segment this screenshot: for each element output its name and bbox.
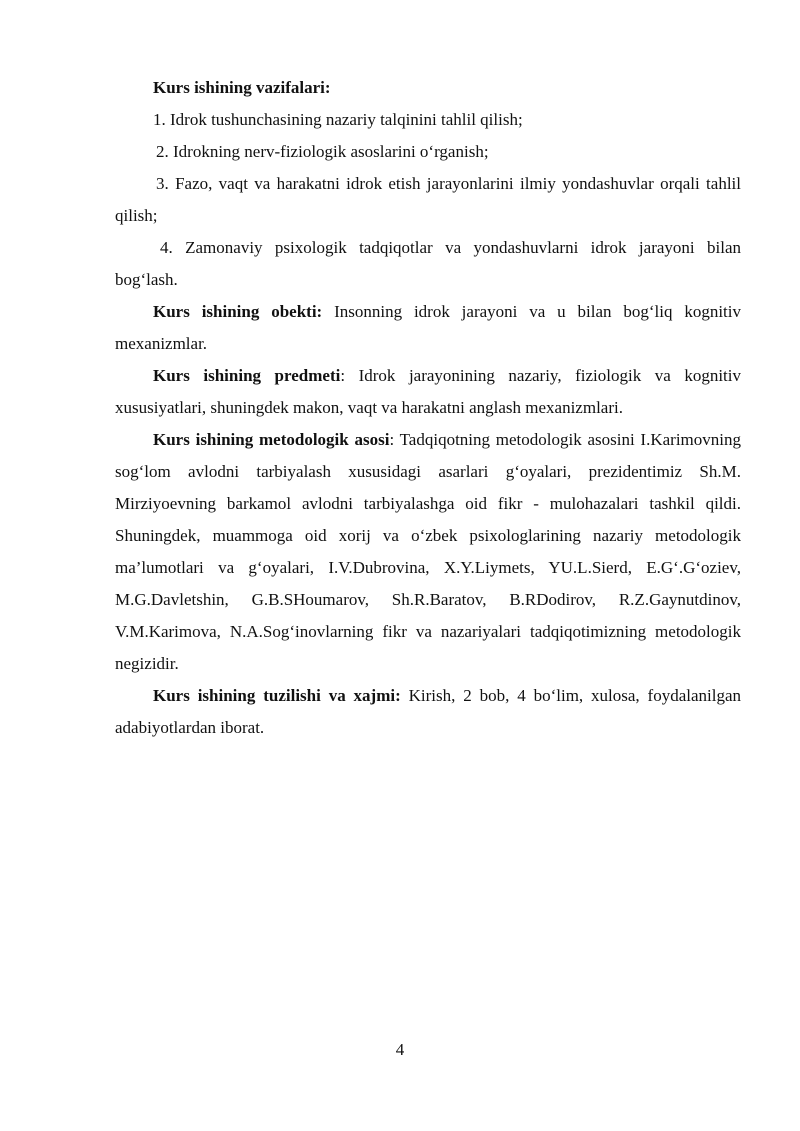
structure-label: Kurs ishining tuzilishi va xajmi: [153,686,401,705]
structure-paragraph [115,680,741,744]
methodology-paragraph [115,424,741,680]
structure-text: Kirish, 2 bob, 4 bo‘lim, xulosa, foydalanilgan adabiyotlardan iborat. [115,686,741,737]
page-body [115,72,741,744]
subject-paragraph [115,360,741,424]
task-item-3: 3. Fazo, vaqt va harakatni idrok etish jarayonlarini ilmiy yondashuvlar orqali tahlil qilish; [115,174,741,225]
tasks-heading [115,72,741,104]
task-item-1: 1. Idrok tushunchasining nazariy talqinini tahlil qilish; [153,110,523,129]
tasks-heading-label: Kurs ishining vazifalari: [153,78,331,97]
methodology-label: Kurs ishining metodologik asosi [153,430,390,449]
subject-label: Kurs ishining predmeti [153,366,341,385]
task-item-2: 2. Idrokning nerv-fiziologik asoslarini o‘rganish; [156,142,489,161]
subject-text: : Idrok jarayonining nazariy, fiziologik va kognitiv xususiyatlari, shuningdek makon, vaqt va harakatni anglash mexanizmlari. [115,366,741,417]
object-paragraph [115,296,741,360]
object-label: Kurs ishining obekti: [153,302,323,321]
object-text: Insonning idrok jarayoni va u bilan bog‘liq kognitiv mexanizmlar. [115,302,741,353]
methodology-text: : Tadqiqotning metodologik asosini I.Karimovning sog‘lom avlodni tarbiyalash xususidagi asarlari g‘oyalari, prezidentimiz Sh.M. Mirziyoevning barkamol avlodni tarbiyalashga oid fikr - mulohazalari tashkil qildi. Shuningdek, muammoga oid xorij va o‘zbek psixologlarining nazariy metodologik ma’lumotlari va g‘oyalari, I.V.Dubrovina, X.Y.Liymets, YU.L.Sierd, E.G‘.G‘oziev, M.G.Davletshin, G.B.SHoumarov, Sh.R.Baratov, B.RDodirov, R.Z.Gaynutdinov, V.M.Karimova, N.A.Sog‘inovlarning fikr va nazariyalari tadqiqotimizning metodologik negizidir. [115,430,741,673]
task-item-4: 4. Zamonaviy psixologik tadqiqotlar va yondashuvlarni idrok jarayoni bilan bog‘lash. [115,238,741,289]
page-number: 4 [395,1040,405,1059]
